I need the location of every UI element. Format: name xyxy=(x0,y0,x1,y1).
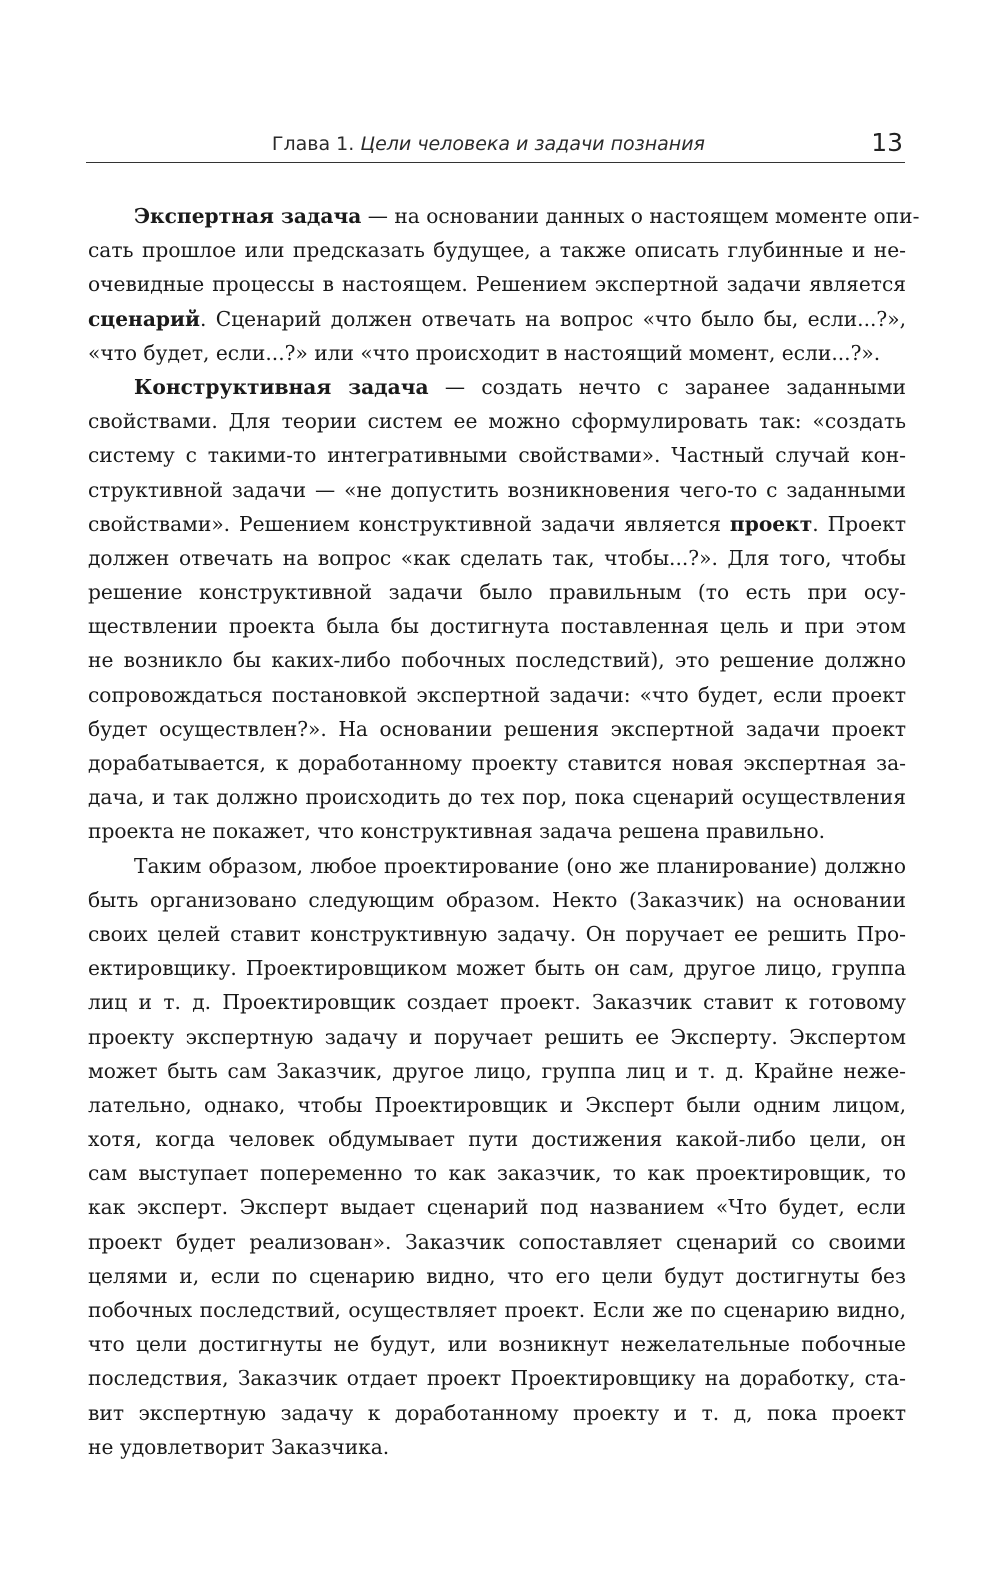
text-run: лательно, однако, чтобы Проектировщик и Эксперт были одним лицом, xyxy=(88,1092,906,1117)
chapter-label: Глава 1. xyxy=(271,133,355,155)
text-line xyxy=(88,370,906,404)
chapter-title: Цели человека и задачи познания xyxy=(360,133,705,155)
text-run: своих целей ставит конструктивную задачу. Он поручает ее решить Про- xyxy=(88,921,906,946)
text-line xyxy=(88,1430,906,1464)
text-run: проект будет реализован». Заказчик сопоставляет сценарий со своими xyxy=(88,1229,906,1254)
text-run: свойствами. Для теории систем ее можно сформулировать так: «создать xyxy=(88,409,906,434)
text-run: «что будет, если...?» или «что происходит в настоящий момент, если...?». xyxy=(88,340,881,365)
bold-term: Конструктивная задача xyxy=(134,374,429,399)
text-line xyxy=(88,1122,906,1156)
text-run: быть организовано следующим образом. Некто (Заказчик) на основании xyxy=(88,887,906,912)
text-run: вит экспертную задачу к доработанному проекту и т. д, пока проект xyxy=(88,1400,906,1425)
text-run: . Проект xyxy=(812,511,906,536)
text-line xyxy=(88,883,906,917)
text-run: хотя, когда человек обдумывает пути достижения какой-либо цели, он xyxy=(88,1127,906,1152)
text-run: будет осуществлен?». На основании решения экспертной задачи проект xyxy=(88,716,906,741)
text-run: ществлении проекта была бы достигнута поставленная цель и при этом xyxy=(88,614,906,639)
text-run: — на основании данных о настоящем моменте опи- xyxy=(361,204,920,228)
text-line xyxy=(88,780,906,814)
bold-term: сценарий xyxy=(88,306,200,331)
text-run: ектировщику. Проектировщиком может быть он сам, другое лицо, группа xyxy=(88,956,906,981)
text-line xyxy=(88,1293,906,1327)
text-run: систему с такими-то интегративными свойствами». Частный случай кон- xyxy=(88,443,906,468)
text-run: может быть сам Заказчик, другое лицо, группа лиц и т. д. Крайне неже- xyxy=(88,1058,906,1083)
text-line xyxy=(88,746,906,780)
text-line xyxy=(88,473,906,507)
bold-term: проект xyxy=(729,511,813,536)
running-header xyxy=(86,128,905,163)
text-line xyxy=(88,1396,906,1430)
text-run: проекту экспертную задачу и поручает решить ее Эксперту. Экспертом xyxy=(88,1024,906,1049)
text-line xyxy=(88,507,906,541)
text-run: побочных последствий, осуществляет проект. Если же по сценарию видно, xyxy=(88,1298,906,1322)
text-line xyxy=(88,1259,906,1293)
text-line xyxy=(88,404,906,438)
text-line xyxy=(88,1327,906,1361)
text-line xyxy=(88,643,906,677)
text-run: последствия, Заказчик отдает проект Проектировщику на доработку, ста- xyxy=(88,1366,906,1391)
text-line xyxy=(88,233,906,267)
text-run: сам выступает попеременно то как заказчик, то как проектировщик, то xyxy=(88,1161,906,1186)
bold-term: Экспертная задача xyxy=(134,204,362,228)
text-run: что цели достигнуты не будут, или возникнут нежелательные побочные xyxy=(88,1332,906,1357)
text-run: как эксперт. Эксперт выдает сценарий под названием «Что будет, если xyxy=(88,1195,906,1220)
text-run: Таким образом, любое проектирование (оно же планирование) должно xyxy=(134,853,906,878)
text-run: . Сценарий должен отвечать на вопрос «что было бы, если...?», xyxy=(199,306,906,331)
text-line xyxy=(88,712,906,746)
body-text xyxy=(88,199,920,1464)
text-run: очевидные процессы в настоящем. Решением экспертной задачи является xyxy=(88,272,906,297)
text-line xyxy=(88,438,906,472)
text-run: дача, и так должно происходить до тех пор, пока сценарий осуществления xyxy=(88,785,906,810)
text-line xyxy=(88,1225,906,1259)
text-run: проекта не покажет, что конструктивная задача решена правильно. xyxy=(88,819,826,844)
text-line xyxy=(88,575,906,609)
text-line xyxy=(88,336,906,370)
text-line xyxy=(88,849,906,883)
text-line xyxy=(88,814,906,848)
text-line xyxy=(88,1020,906,1054)
text-line xyxy=(88,1156,906,1190)
text-line xyxy=(88,1088,906,1122)
chapter-heading xyxy=(272,133,705,155)
text-line xyxy=(88,609,906,643)
text-run: структивной задачи — «не допустить возникновения чего-то с заданными xyxy=(88,477,906,502)
text-run: сопровождаться постановкой экспертной задачи: «что будет, если проект xyxy=(88,682,906,707)
text-run: решение конструктивной задачи было правильным (то есть при осу- xyxy=(88,580,906,605)
text-line xyxy=(88,951,906,985)
text-run: должен отвечать на вопрос «как сделать так, чтобы...?». Для того, чтобы xyxy=(88,545,906,570)
text-line xyxy=(88,678,906,712)
text-line xyxy=(88,985,906,1019)
text-run: не возникло бы каких-либо побочных последствий), это решение должно xyxy=(88,648,906,673)
text-run: лиц и т. д. Проектировщик создает проект. Заказчик ставит к готовому xyxy=(88,990,906,1015)
text-line xyxy=(88,1190,906,1224)
text-run: целями и, если по сценарию видно, что его цели будут достигнуты без xyxy=(88,1263,906,1288)
text-line xyxy=(88,1361,906,1395)
text-line xyxy=(88,199,920,233)
text-line xyxy=(88,1054,906,1088)
text-run: не удовлетворит Заказчика. xyxy=(88,1434,390,1459)
text-run: — создать нечто с заранее заданными xyxy=(428,374,906,399)
text-line xyxy=(88,917,906,951)
text-run: свойствами». Решением конструктивной задачи является xyxy=(88,511,730,536)
text-line xyxy=(88,267,906,301)
text-line xyxy=(88,302,906,336)
page-number: 13 xyxy=(871,128,903,157)
text-line xyxy=(88,541,906,575)
text-run: сать прошлое или предсказать будущее, а также описать глубинные и не- xyxy=(88,238,906,263)
text-run: дорабатывается, к доработанному проекту ставится новая экспертная за- xyxy=(88,751,906,775)
